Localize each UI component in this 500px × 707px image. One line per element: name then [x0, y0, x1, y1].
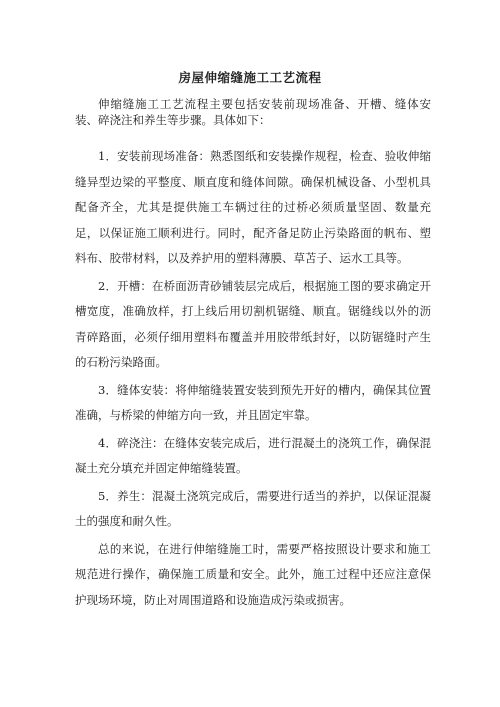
step-3-paragraph: 3．缝体安装：将伸缩缝装置安装到预先开好的槽内，确保其位置准确，与桥梁的伸缩方向一致，并且固定牢靠。: [75, 382, 431, 422]
conclusion-paragraph: 总的来说，在进行伸缩缝施工时，需要严格按照设计要求和施工规范进行操作，确保施工质量和安全。此外，施工过程中还应注意保护现场环境，防止对周围道路和设施造成污染或损害。: [75, 541, 431, 607]
step-1-paragraph: 1．安装前现场准备：熟悉图纸和安装操作规程，检查、验收伸缩缝异型边梁的平整度、顺直度和缝体间隙。确保机械设备、小型机具配备齐全，尤其是提供施工车辆过往的过桥必须质量坚固、数量充足，以保证施工顺利进行。同时，配齐备足防止污染路面的帆布、塑料布、胶带材料，以及养护用的塑料薄膜、草苫子、运水工具等。: [75, 149, 431, 265]
step-5-paragraph: 5．养生：混凝土浇筑完成后，需要进行适当的养护，以保证混凝土的强度和耐久性。: [75, 488, 431, 528]
step-4-paragraph: 4．碎浇注：在缝体安装完成后，进行混凝土的浇筑工作，确保混凝土充分填充并固定伸缩缝装置。: [75, 435, 431, 475]
step-2-paragraph: 2．开槽：在桥面沥青砂铺装层完成后，根据施工图的要求确定开槽宽度，准确放样，打上线后用切割机锯缝、顺直。锯缝线以外的沥青碎路面，必须仔细用塑料布覆盖并用胶带纸封好，以防锯缝时产生的石粉污染路面。: [75, 278, 431, 369]
document-body: [75, 96, 431, 615]
intro-paragraph: 伸缩缝施工工艺流程主要包括安装前现场准备、开槽、缝体安装、碎浇注和养生等步骤。具体如下：: [75, 97, 431, 127]
document-title: 房屋伸缩缝施工工艺流程: [178, 70, 322, 85]
